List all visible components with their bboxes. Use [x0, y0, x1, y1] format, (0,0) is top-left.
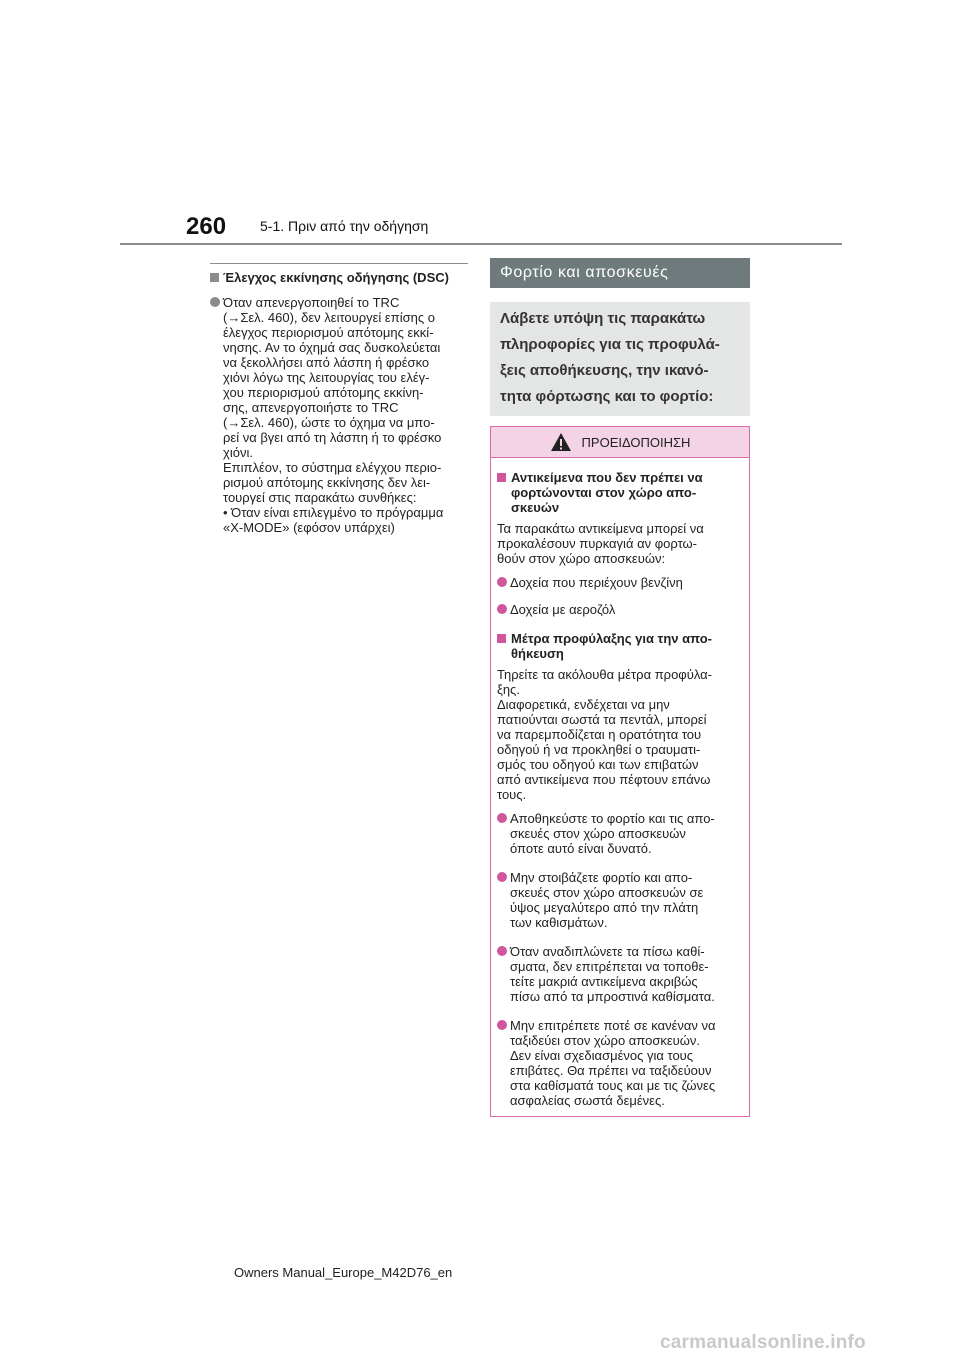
- warning-heading-2: [497, 631, 743, 661]
- warning-bullet-3-text: Αποθηκεύστε το φορτίο και τις απο- σκευές στον χώρο αποσκευών όποτε αυτό είναι δυνατό.: [510, 811, 715, 856]
- warning-paragraph-2: Τηρείτε τα ακόλουθα μέτρα προφύλα- ξης. Διαφορετικά, ενδέχεται να μην πατιούνται σωστά τα πεντάλ, μπορεί να παρεμποδίζεται η ορατότητα του οδηγού ή να προκληθεί ο τραυματι- σμός του οδηγού και των επιβατών από αντικείμενα που πέφτουν επάνω τους.: [497, 667, 712, 802]
- warning-heading-1-text: Αντικείμενα που δεν πρέπει να φορτώνονται στον χώρο απο- σκευών: [511, 470, 703, 515]
- warning-bullet-3: [497, 811, 743, 856]
- circle-bullet-icon: [497, 946, 507, 956]
- circle-bullet-icon: [497, 872, 507, 882]
- warning-bullet-1: [497, 575, 743, 590]
- warning-bullet-5-text: Όταν αναδιπλώνετε τα πίσω καθί- σματα, δεν επιτρέπεται να τοποθε- τείτε μακριά αντικείμενα ακριβώς πίσω από τα μπροστινά καθίσματα.: [510, 944, 715, 1004]
- warning-paragraph-1: Τα παρακάτω αντικείμενα μπορεί να προκαλέσουν πυρκαγιά αν φορτω- θούν στον χώρο αποσκευών:: [497, 521, 704, 566]
- circle-bullet-icon: [497, 604, 507, 614]
- watermark: carmanualsonline.info: [660, 1332, 866, 1353]
- warning-title: ΠΡΟΕΙΔΟΠΟΙΗΣΗ: [581, 434, 691, 450]
- warning-heading-2-text: Μέτρα προφύλαξης για την απο- θήκευση: [511, 631, 712, 661]
- warning-bullet-1-text: Δοχεία που περιέχουν βενζίνη: [510, 575, 683, 590]
- warning-box: [490, 426, 750, 1117]
- warning-bullet-2: [497, 602, 743, 617]
- left-heading: [210, 270, 468, 285]
- warning-triangle-icon: [550, 432, 572, 452]
- footer-text: Owners Manual_Europe_M42D76_en: [234, 1265, 453, 1280]
- section-title: 5-1. Πριν από την οδήγηση: [260, 218, 429, 234]
- square-bullet-icon: [497, 473, 506, 482]
- warning-bullet-2-text: Δοχεία με αεροζόλ: [510, 602, 616, 617]
- header-rule: [120, 243, 842, 245]
- page-number: 260: [186, 213, 227, 240]
- section-banner: Φορτίο και αποσκευές: [490, 258, 750, 288]
- warning-bullet-4: [497, 870, 743, 930]
- warning-header: [491, 427, 749, 458]
- left-heading-text: Έλεγχος εκκίνησης οδήγησης (DSC): [223, 270, 449, 285]
- circle-bullet-icon: [497, 577, 507, 587]
- warning-bullet-5: [497, 944, 743, 1004]
- warning-bullet-6: [497, 1018, 743, 1108]
- square-bullet-icon: [497, 634, 506, 643]
- left-item-text: Όταν απενεργοποιηθεί το TRC (→Σελ. 460), δεν λειτουργεί επίσης ο έλεγχος περιορισμού απότομης εκκί- νησης. Αν το όχημά σας δυσκολεύεται να ξεκολλήσει από λάσπη ή φρέσκο χιόνι λόγω της λειτουργίας του ελέγ- χου περιορισμού απότομης εκκίνη- σης, απενεργοποιήστε το TRC (→Σελ. 460), ώστε το όχημα να μπο- ρεί να βγει από τη λάσπη ή το φρέσκο χιόνι. Επιπλέον, το σύστημα ελέγχου περιο- ρισμού απότομης εκκίνησης δεν λει- τουργεί στις παρακάτω συνθήκες: • Όταν είναι επιλεγμένο το πρόγραμμα «X-MODE» (εφόσον υπάρχει): [223, 295, 444, 535]
- warning-body: [491, 458, 749, 1116]
- circle-bullet-icon: [497, 813, 507, 823]
- circle-bullet-icon: [210, 297, 220, 307]
- intro-box: Λάβετε υπόψη τις παρακάτω πληροφορίες για τις προφυλά- ξεις αποθήκευσης, την ικανό- τητα φόρτωσης και το φορτίο:: [490, 302, 750, 416]
- left-item: [210, 295, 468, 535]
- warning-bullet-4-text: Μην στοιβάζετε φορτίο και απο- σκευές στον χώρο αποσκευών σε ύψος μεγαλύτερο από την πλάτη των καθισμάτων.: [510, 870, 704, 930]
- warning-bullet-6-text: Μην επιτρέπετε ποτέ σε κανέναν να ταξιδεύει στον χώρο αποσκευών. Δεν είναι σχεδιασμένος για τους επιβάτες. Θα πρέπει να ταξιδεύουν στα καθίσματά τους και με τις ζώνες ασφαλείας σωστά δεμένες.: [510, 1018, 716, 1108]
- left-rule: [210, 263, 468, 264]
- circle-bullet-icon: [497, 1020, 507, 1030]
- right-column: [490, 258, 750, 1117]
- square-bullet-icon: [210, 270, 223, 285]
- warning-heading-1: [497, 470, 743, 515]
- left-column: [210, 263, 468, 535]
